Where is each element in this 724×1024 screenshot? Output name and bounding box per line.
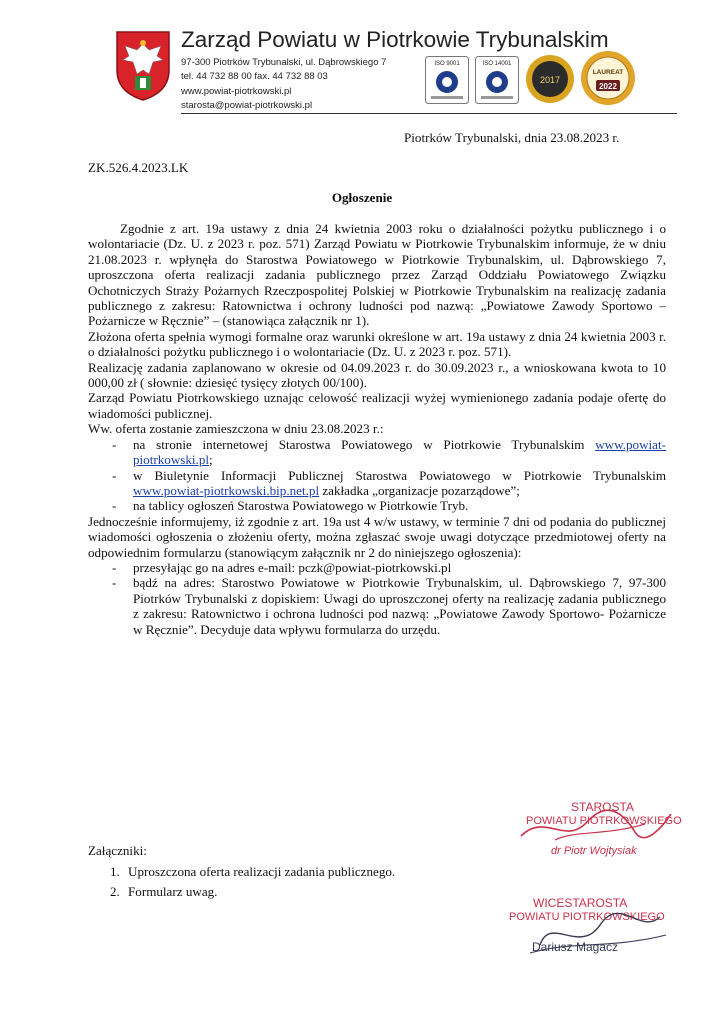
list-item: - na tablicy ogłoszeń Starostwa Powiatowego w Piotrkowie Tryb. (88, 498, 666, 513)
bip-link[interactable]: www.powiat-piotrkowski.bip.net.pl (133, 482, 320, 498)
list-item-suffix: zakładka „organizacje pozarządowe”; (322, 482, 520, 498)
list-item: - bądź na adres: Starostwo Powiatowe w Piotrkowie Trybunalskim, ul. Dąbrowskiego 7, 97-300 Piotrków Trybunalski z dopiskiem: Uwagi do uproszczonej oferty na realizację zadania publicznego z zakresu: Ratownictwo i ochrona ludności pod nazwą: „Powiatowe Zawody Sportowo- Pożarnicze w Ręcznie”. Decyduje data wpływu formularza do urzędu. (88, 575, 666, 637)
paragraph-4: Zarząd Powiatu Piotrkowskiego uznając celowość realizacji wyżej wymienionego zadania podaje ofertę do wiadomości publicznej. (88, 390, 666, 421)
award-year-2017: 2017 (539, 75, 561, 85)
announcement-body (88, 221, 666, 637)
reference-number: ZK.526.4.2023.LK (88, 160, 189, 175)
attachment-number: 1. (110, 864, 120, 879)
organization-address: 97-300 Piotrków Trybunalski, ul. Dąbrowskiego 7 (181, 57, 387, 68)
submission-list (88, 560, 666, 637)
organization-email: starosta@powiat-piotrkowski.pl (181, 100, 313, 111)
wicestarosta-stamp-office: POWIATU PIOTRKOWSKIEGO (509, 911, 665, 923)
wicestarosta-signature (520, 905, 670, 965)
header-divider (181, 113, 677, 114)
attachment-text: Formularz uwag. (128, 884, 218, 899)
paragraph-3: Realizację zadania zaplanowano w okresie od 04.09.2023 r. do 30.09.2023 r., a wnioskowana kwota to 10 000,00 zł ( słownie: dziesięć tysięcy złotych 00/100). (88, 359, 666, 391)
attachment-item (88, 882, 468, 902)
starosta-name: dr Piotr Wojtysiak (551, 845, 637, 857)
place-and-date: Piotrków Trybunalski, dnia 23.08.2023 r. (404, 130, 620, 145)
coat-of-arms-logo (115, 30, 171, 102)
list-item-text: w Biuletynie Informacji Publicznej Starostwa Powiatowego w Piotrkowie Trybunalskim (133, 467, 666, 483)
list-item-suffix: ; (209, 452, 213, 468)
page-title: Ogłoszenie (331, 190, 393, 205)
list-item (88, 437, 666, 468)
publication-list (88, 437, 666, 514)
paragraph-2: Złożona oferta spełnia wymogi formalne oraz warunki określone w art. 19a ustawy z dnia 24 kwietnia 2003 r. o działalności pożytku publicznego i o wolontariacie (Dz. U. z 2023 r. poz. 571). (88, 328, 666, 360)
paragraph-5: Ww. oferta zostanie zamieszczona w dniu 23.08.2023 r.: (88, 421, 384, 437)
iso-14001-certificate-badge (475, 56, 519, 104)
laureat-year: 2022 (599, 82, 617, 91)
laureat-label: LAUREAT (592, 69, 624, 76)
paragraph-1: Zgodnie z art. 19a ustawy z dnia 24 kwietnia 2003 roku o działalności pożytku publicznego i o wolontariacie (Dz. U. z 2023 r. poz. 571) Zarząd Powiatu w Piotrkowie Trybunalskim informuje, że w dniu 21.08.2023 r. wpłynęła do Starostwa Powiatowego w Piotrkowie Trybunalskim, ul. Dąbrowskiego 7, uproszczona oferta realizacji zadania publicznego przez Zarząd Oddziału Powiatowego Związku Ochotniczych Straży Pożarnych Rzeczpospolitej Polskiej w Piotrkowie Trybunalskim na realizację zadania publicznego z zakresu: Ratownictwa i ochrony ludności pod nazwą: „Powiatowe Zawody Sportowo – Pożarnicze w Ręcznie” – (stanowiąca załącznik nr 1). (88, 221, 666, 329)
organization-name: Zarząd Powiatu w Piotrkowie Trybunalskim (181, 27, 609, 52)
starosta-signature (515, 806, 675, 848)
award-2017-badge (525, 54, 575, 104)
attachment-number: 2. (110, 884, 120, 899)
attachment-text: Uproszczona oferta realizacji zadania publicznego. (128, 864, 396, 879)
paragraph-6: Jednocześnie informujemy, iż zgodnie z art. 19a ust 4 w/w ustawy, w terminie 7 dni od podania do publicznej wiadomości ogłoszenia o złożeniu oferty, można zgłaszać swoje uwagi dotyczące przedmiotowej oferty na odpowiednim formularzu (stanowiącym załącznik nr 2 do niniejszego ogłoszenia): (88, 513, 666, 560)
list-item: - przesyłając go na adres e-mail: pczk@powiat-piotrkowski.pl (88, 560, 666, 575)
iso2-label: ISO 14001 (482, 61, 512, 67)
wicestarosta-name: Dariusz Magacz (532, 940, 619, 954)
laureat-2022-badge (580, 50, 636, 106)
website-link[interactable]: www.powiat-piotrkowski.pl (133, 436, 666, 468)
starosta-stamp-title: STAROSTA (571, 800, 634, 814)
iso1-label: ISO 9001 (434, 61, 460, 67)
attachments-list (88, 862, 468, 902)
list-item (88, 468, 666, 499)
starosta-stamp-office: POWIATU PIOTRKOWSKIEGO (526, 815, 682, 827)
organization-website: www.powiat-piotrkowski.pl (181, 86, 292, 97)
iso-9001-certificate-badge (425, 56, 469, 104)
list-item-text: na stronie internetowej Starostwa Powiatowego w Piotrkowie Trybunalskim (133, 436, 585, 452)
wicestarosta-stamp-title: WICESTAROSTA (533, 896, 628, 910)
attachment-item (88, 862, 468, 882)
organization-phone: tel. 44 732 88 00 fax. 44 732 88 03 (181, 71, 328, 82)
attachments-label: Załączniki: (88, 843, 147, 858)
